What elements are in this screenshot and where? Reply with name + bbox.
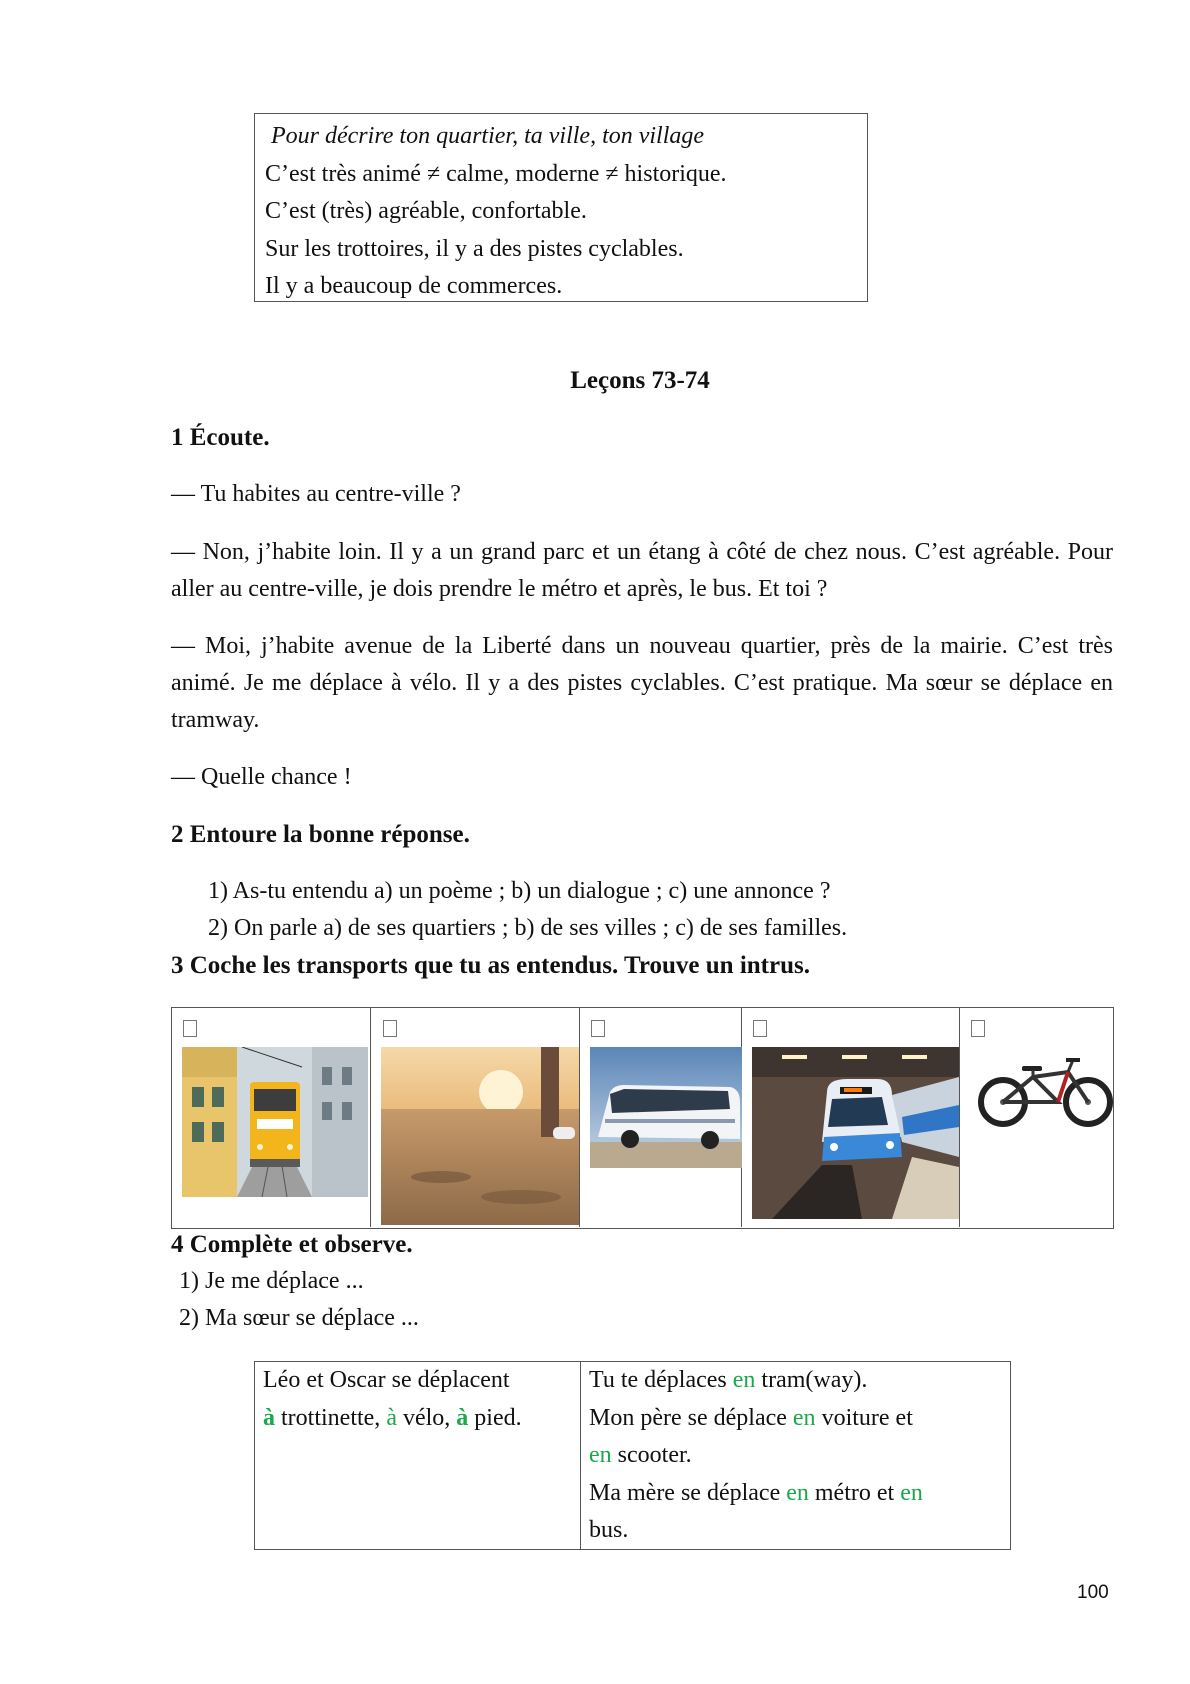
transport-cell[interactable] [580, 1008, 742, 1227]
dialogue-line: — Non, j’habite loin. Il y a un grand parc et un étang à côté de chez nous. C’est agréable. Pour aller au centre-ville, je dois prendre le métro et après, le bus. Et toi ? [171, 539, 1113, 602]
grammar-line: Ma mère se déplace en métro et en [589, 1479, 923, 1506]
preposition-a: à [456, 1404, 469, 1431]
exercise-2-heading: 2 Entoure la bonne réponse. [171, 821, 470, 848]
dialogue-line: — Moi, j’habite avenue de la Liberté dans un nouveau quartier, près de la mairie. C’est très animé. Je me déplace à vélo. Il y a des pistes cyclables. C’est pratique. Ma sœur se déplace en tramway. [171, 633, 1113, 733]
dialogue-line: — Tu habites au centre-ville ? [171, 481, 461, 507]
exercise-3-heading: 3 Coche les transports que tu as entendus. Trouve un intrus. [171, 952, 810, 979]
transport-cell[interactable] [371, 1008, 580, 1227]
vocabulary-box [254, 113, 868, 302]
exercise-1-heading: 1 Écoute. [171, 424, 270, 451]
exercise-2-item: 2) On parle a) de ses quartiers ; b) de ses villes ; c) de ses familles. [208, 915, 848, 941]
page-number: 100 [1077, 1582, 1109, 1603]
preposition-en: en [786, 1479, 809, 1506]
exercise-4-heading: 4 Complète et observe. [171, 1231, 413, 1258]
tram-image [182, 1047, 368, 1197]
vocabulary-line: Il y a beaucoup de commerces. [265, 273, 563, 299]
checkbox[interactable] [753, 1020, 767, 1037]
grammar-table [254, 1361, 1011, 1550]
metro-image [752, 1047, 959, 1219]
exercise-4-item: 1) Je me déplace ... [179, 1268, 364, 1294]
bus-image [590, 1047, 742, 1168]
checkbox[interactable] [591, 1020, 605, 1037]
transport-image-grid [171, 1007, 1114, 1229]
grammar-table-right [581, 1362, 1010, 1549]
checkbox[interactable] [183, 1020, 197, 1037]
grammar-line: en scooter. [589, 1442, 692, 1468]
vocabulary-line: C’est (très) agréable, confortable. [265, 198, 587, 224]
preposition-en: en [732, 1367, 756, 1393]
vocabulary-title: Pour décrire ton quartier, ta ville, ton village [271, 123, 705, 149]
grammar-line: bus. [589, 1517, 629, 1543]
grammar-line: Léo et Oscar se déplacent [263, 1367, 510, 1393]
transport-cell[interactable] [172, 1008, 371, 1227]
preposition-a: à [263, 1404, 275, 1431]
transport-cell[interactable] [742, 1008, 960, 1227]
lesson-title: Leçons 73-74 [570, 367, 710, 394]
checkbox[interactable] [383, 1020, 397, 1037]
grammar-line: Mon père se déplace en voiture et [589, 1404, 913, 1431]
bicycle-image [978, 1052, 1113, 1132]
exercise-4-item: 2) Ma sœur se déplace ... [179, 1305, 419, 1331]
preposition-en: en [792, 1404, 816, 1431]
grammar-line: Tu te déplaces en tram(way). [589, 1367, 868, 1393]
vocabulary-line: Sur les trottoires, il y a des pistes cyclables. [265, 235, 684, 262]
walking-image [381, 1047, 579, 1225]
exercise-2-item: 1) As-tu entendu a) un poème ; b) un dialogue ; c) une annonce ? [208, 878, 831, 904]
transport-cell[interactable] [960, 1008, 1113, 1227]
dialogue-line: — Quelle chance ! [171, 764, 352, 790]
preposition-en: en [900, 1479, 923, 1506]
vocabulary-line: C’est très animé ≠ calme, moderne ≠ historique. [265, 160, 727, 187]
checkbox[interactable] [971, 1020, 985, 1037]
grammar-table-left [255, 1362, 581, 1549]
preposition-en: en [589, 1442, 612, 1468]
grammar-line: à trottinette, à vélo, à pied. [263, 1404, 522, 1431]
preposition-a: à [386, 1404, 397, 1431]
